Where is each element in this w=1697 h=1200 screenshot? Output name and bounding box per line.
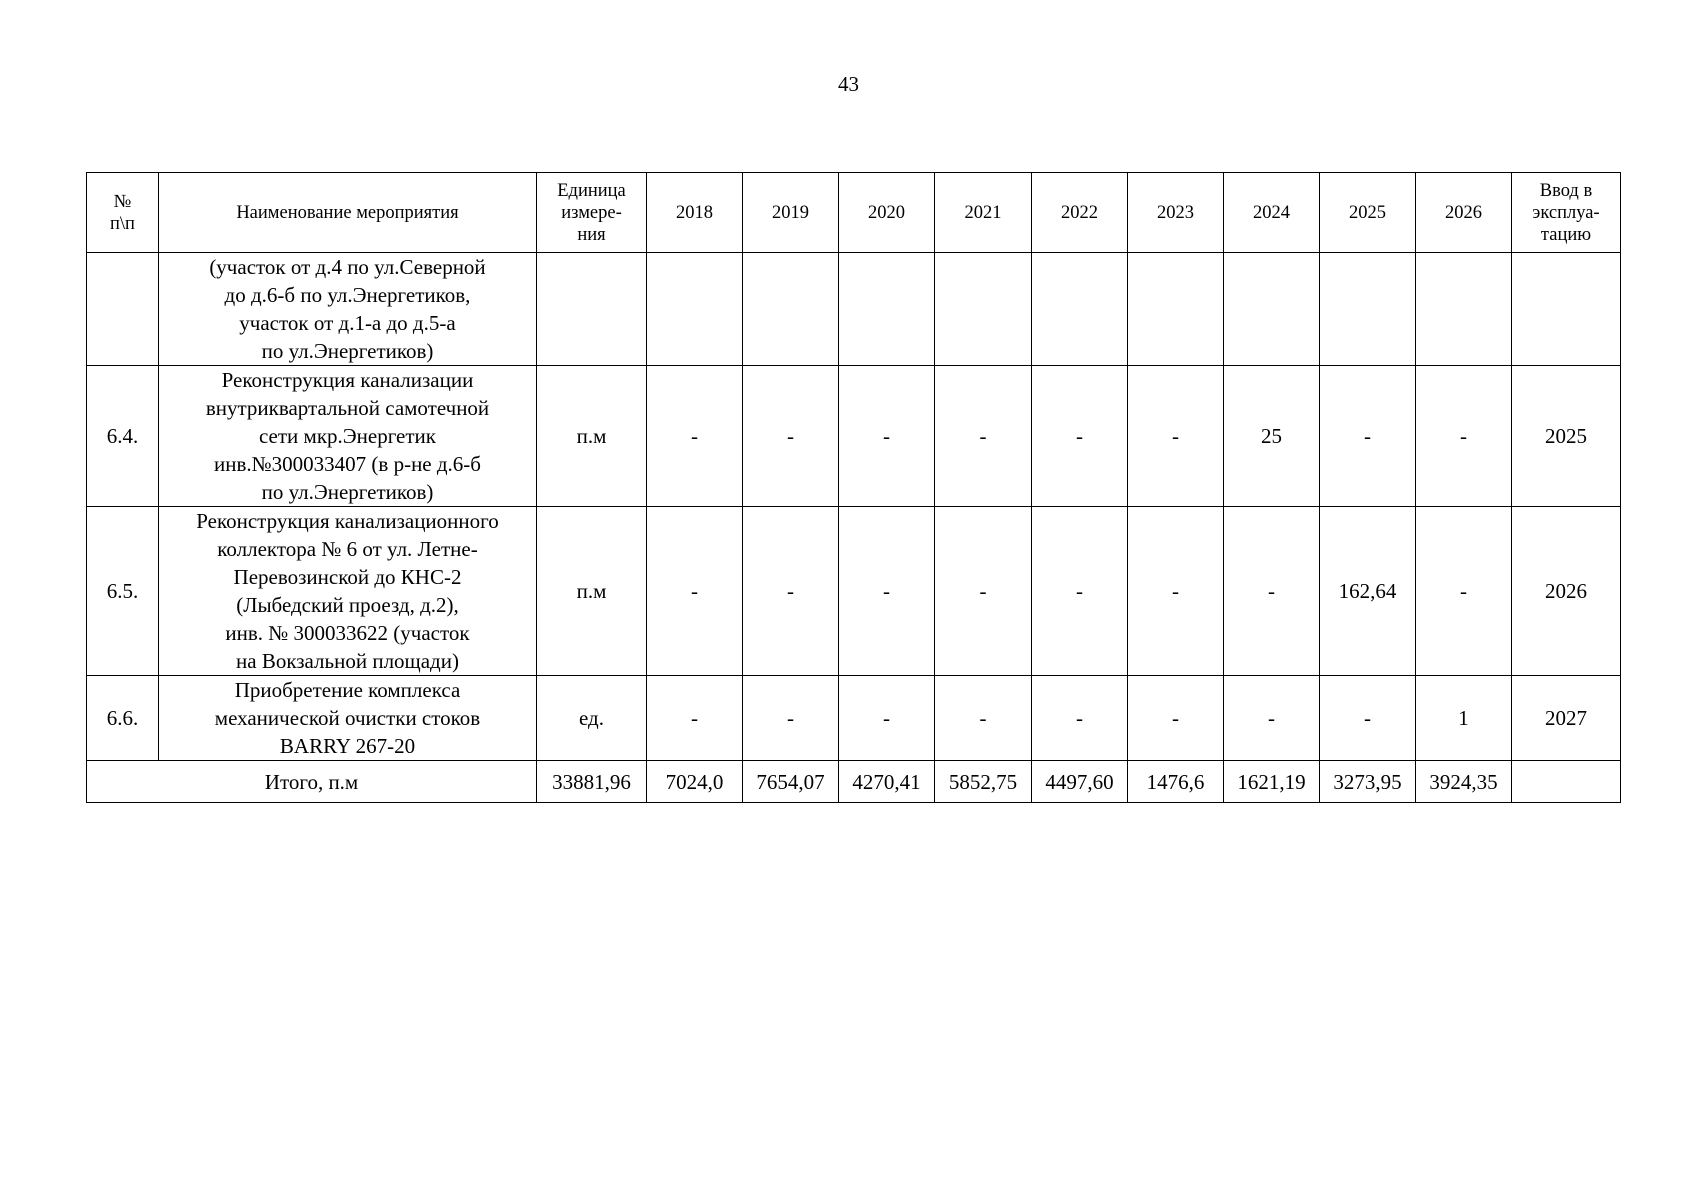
table-row <box>87 253 1621 366</box>
row-commission: 2025 <box>1512 366 1621 507</box>
header-year: 2025 <box>1320 173 1416 253</box>
row-name-line: коллектора № 6 от ул. Летне- <box>217 537 478 561</box>
page-number: 43 <box>838 72 859 96</box>
row-name-line: на Вокзальной площади) <box>236 649 459 673</box>
row-name-line: Приобретение комплекса <box>234 678 461 702</box>
total-value: 4497,60 <box>1032 761 1128 803</box>
row-value: - <box>1224 507 1320 676</box>
row-commission: 2027 <box>1512 676 1621 761</box>
row-name-line: инв. № 300033622 (участок <box>225 621 470 645</box>
row-name-line: участок от д.1-а до д.5-а <box>239 311 456 335</box>
row-value: - <box>839 507 935 676</box>
row-name-line: BARRY 267-20 <box>279 734 416 758</box>
row-value: - <box>935 366 1032 507</box>
row-num <box>87 253 159 366</box>
row-name-line: по ул.Энергетиков) <box>261 339 434 363</box>
table-header-row <box>87 173 1621 253</box>
header-num <box>87 173 159 253</box>
row-value: - <box>647 507 743 676</box>
row-name-line: до д.6-б по ул.Энергетиков, <box>224 283 471 307</box>
header-commission-line: тацию <box>1540 224 1592 245</box>
row-num: 6.4. <box>87 366 159 507</box>
row-value: - <box>1320 676 1416 761</box>
row-name-line: инв.№300033407 (в р-не д.6-б <box>213 452 481 476</box>
row-value: - <box>1416 366 1512 507</box>
header-year: 2019 <box>743 173 839 253</box>
header-year: 2022 <box>1032 173 1128 253</box>
total-value: 1621,19 <box>1224 761 1320 803</box>
row-num: 6.5. <box>87 507 159 676</box>
row-value: - <box>743 366 839 507</box>
activities-table <box>86 172 1621 803</box>
table-row <box>87 676 1621 761</box>
row-name-line: по ул.Энергетиков) <box>261 480 434 504</box>
header-name: Наименование мероприятия <box>159 173 537 253</box>
row-unit: ед. <box>537 676 647 761</box>
total-value: 7654,07 <box>743 761 839 803</box>
header-commission <box>1512 173 1621 253</box>
header-year: 2018 <box>647 173 743 253</box>
header-year: 2021 <box>935 173 1032 253</box>
header-unit-line: измере- <box>561 202 622 223</box>
total-value: 7024,0 <box>647 761 743 803</box>
row-name-line: Перевозинской до КНС-2 <box>233 565 462 589</box>
row-value: - <box>1320 366 1416 507</box>
row-name-line: Реконструкция канализации <box>221 368 474 392</box>
header-unit-line: Единица <box>557 180 626 201</box>
row-value: - <box>935 676 1032 761</box>
row-value: - <box>839 366 935 507</box>
total-value: 4270,41 <box>839 761 935 803</box>
row-value <box>743 253 839 366</box>
row-unit: п.м <box>537 507 647 676</box>
row-value: 162,64 <box>1320 507 1416 676</box>
table-total-row <box>87 761 1621 803</box>
row-value: - <box>1032 676 1128 761</box>
header-year: 2024 <box>1224 173 1320 253</box>
row-value: - <box>1224 676 1320 761</box>
row-name <box>159 507 537 676</box>
row-name-line: сети мкр.Энергетик <box>258 424 436 448</box>
row-value: - <box>839 676 935 761</box>
row-name-line: механической очистки стоков <box>214 706 481 730</box>
row-value: - <box>935 507 1032 676</box>
total-value: 1476,6 <box>1128 761 1224 803</box>
row-value: - <box>1416 507 1512 676</box>
header-num-line: № <box>113 191 132 212</box>
header-year: 2023 <box>1128 173 1224 253</box>
row-name-line: внутриквартальной самотечной <box>205 396 490 420</box>
total-value: 3273,95 <box>1320 761 1416 803</box>
header-unit <box>537 173 647 253</box>
row-name-line: (Лыбедский проезд, д.2), <box>236 593 459 617</box>
total-commission <box>1512 761 1621 803</box>
row-value: - <box>647 676 743 761</box>
total-label: Итого, п.м <box>87 761 537 803</box>
row-name <box>159 366 537 507</box>
row-value: - <box>743 676 839 761</box>
row-value: - <box>743 507 839 676</box>
row-commission: 2026 <box>1512 507 1621 676</box>
row-commission <box>1512 253 1621 366</box>
row-value <box>1320 253 1416 366</box>
total-value: 5852,75 <box>935 761 1032 803</box>
row-value: - <box>1128 676 1224 761</box>
row-value: - <box>647 366 743 507</box>
header-commission-line: эксплуа- <box>1532 202 1600 223</box>
row-value: - <box>1032 507 1128 676</box>
row-value: 25 <box>1224 366 1320 507</box>
row-value: - <box>1032 366 1128 507</box>
header-unit-line: ния <box>577 224 606 245</box>
row-value <box>1032 253 1128 366</box>
row-value <box>1416 253 1512 366</box>
row-value: - <box>1128 507 1224 676</box>
row-num: 6.6. <box>87 676 159 761</box>
row-value <box>1224 253 1320 366</box>
table-row <box>87 366 1621 507</box>
row-name-line: Реконструкция канализационного <box>196 509 499 533</box>
row-name <box>159 676 537 761</box>
header-num-line: п\п <box>110 213 135 234</box>
row-value: - <box>1128 366 1224 507</box>
row-unit: п.м <box>537 366 647 507</box>
total-value: 3924,35 <box>1416 761 1512 803</box>
total-sum: 33881,96 <box>537 761 647 803</box>
header-commission-line: Ввод в <box>1539 180 1593 201</box>
row-value: 1 <box>1416 676 1512 761</box>
row-value <box>839 253 935 366</box>
row-value <box>935 253 1032 366</box>
row-name <box>159 253 537 366</box>
row-value <box>647 253 743 366</box>
table-row <box>87 507 1621 676</box>
row-value <box>1128 253 1224 366</box>
header-year: 2026 <box>1416 173 1512 253</box>
row-name-line: (участок от д.4 по ул.Северной <box>209 255 486 279</box>
row-unit <box>537 253 647 366</box>
header-year: 2020 <box>839 173 935 253</box>
